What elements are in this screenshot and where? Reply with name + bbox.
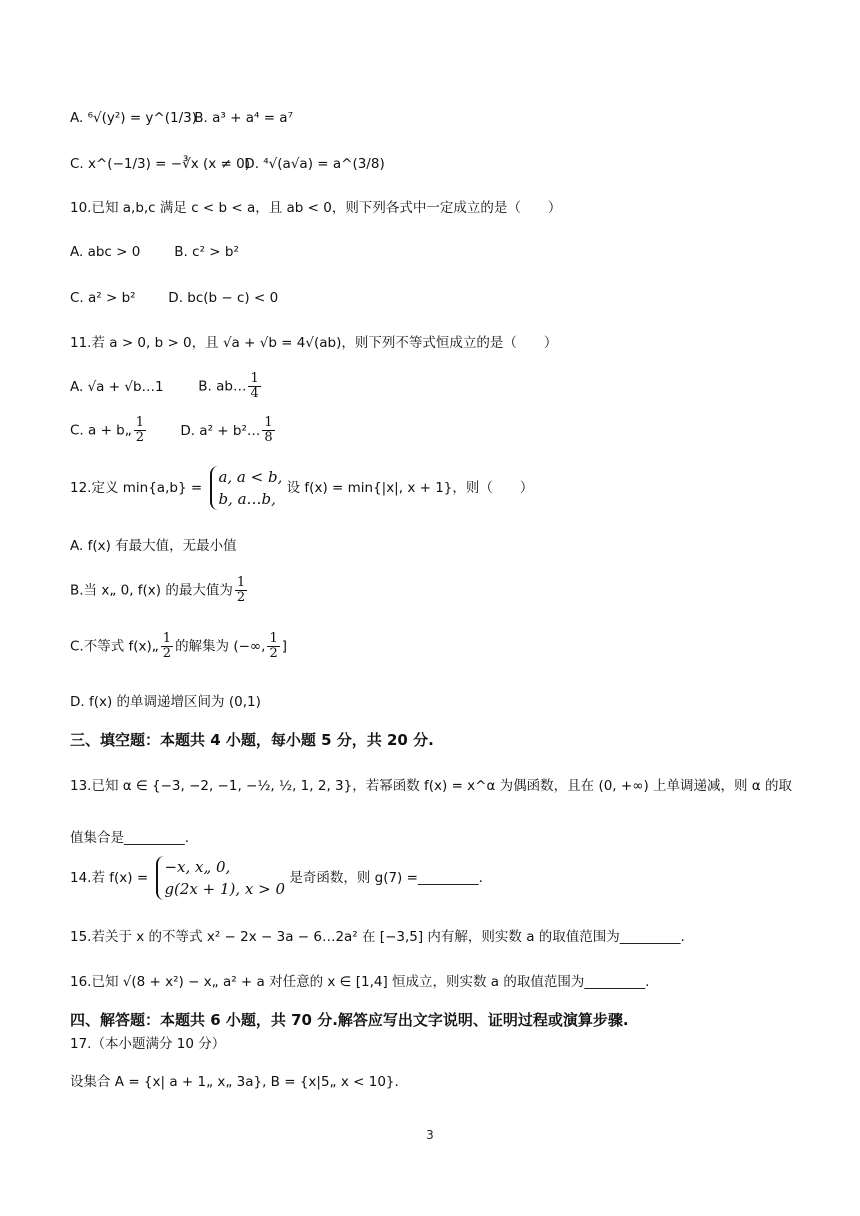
fraction-denominator: 8 — [264, 430, 273, 445]
section-4-heading: 四、解答题：本题共 6 小题，共 70 分.解答应写出文字说明、证明过程或演算步骤. — [70, 1011, 629, 1029]
q12-option-b — [70, 576, 249, 605]
q14-stem-post: 是奇函数，则 g(7) =_________. — [289, 870, 483, 886]
q12-piecewise — [210, 466, 282, 510]
q17-heading: 17.（本小题满分 10 分） — [70, 1036, 226, 1052]
q10-option-c: C. a² > b² — [70, 290, 136, 306]
q14-case-2: g(2x + 1), x > 0 — [164, 880, 286, 898]
q12-option-c-mid: 的解集为 (−∞, — [175, 638, 266, 655]
section-3-heading: 三、填空题：本题共 4 小题，每小题 5 分，共 20 分. — [70, 731, 434, 749]
q13-line-2: 值集合是_________. — [70, 830, 190, 846]
fraction-numerator: 1 — [236, 575, 246, 590]
q12-case-1: a, a < b, — [218, 468, 283, 486]
fraction-numerator: 1 — [250, 371, 259, 386]
q9-option-c: C. x^(−1/3) = −∛x (x ≠ 0) — [70, 156, 250, 172]
q9-option-a: A. ⁶√(y²) = y^(1/3) — [70, 110, 197, 126]
fraction-numerator: 1 — [135, 415, 145, 430]
page-number: 3 — [426, 1128, 434, 1142]
q10-option-a: A. abc > 0 — [70, 244, 141, 260]
q11-option-c: C. a + b„ — [70, 422, 132, 439]
q12-option-c-post: ] — [281, 638, 288, 655]
q14-case-1: −x, x„ 0, — [164, 858, 231, 876]
q12-option-d: D. f(x) 的单调递增区间为 (0,1) — [70, 694, 261, 710]
fraction-denominator: 2 — [236, 590, 246, 605]
q12-option-c — [70, 632, 287, 661]
q11-d-fraction — [262, 416, 274, 445]
fraction-denominator: 4 — [250, 386, 259, 401]
fraction-denominator: 2 — [135, 430, 145, 445]
q9-option-b: B. a³ + a⁴ = a⁷ — [194, 110, 293, 126]
q12-option-c-pre: C.不等式 f(x)„ — [70, 638, 159, 655]
q11-stem: 11.若 a > 0, b > 0，且 √a + √b = 4√(ab)，则下列不等式恒成立的是（ ） — [70, 335, 558, 351]
q12-stem-post: 设 f(x) = min{|x|, x + 1}，则（ ） — [286, 480, 534, 496]
q11-c-fraction — [134, 416, 146, 445]
q11-options-ab — [70, 372, 263, 401]
q13-line-1: 13.已知 α ∈ {−3, −2, −1, −½, ½, 1, 2, 3}，若幂函数 f(x) = x^α 为偶函数，且在 (0, +∞) 上单调递减，则 α 的取 — [70, 778, 792, 794]
q10-options-cd — [70, 286, 278, 310]
q12-c-fraction-2 — [267, 632, 279, 661]
q12-option-a: A. f(x) 有最大值，无最小值 — [70, 538, 237, 554]
fraction-numerator: 1 — [264, 415, 273, 430]
q10-stem: 10.已知 a,b,c 满足 c < b < a，且 ab < 0，则下列各式中一定成立的是（ ） — [70, 200, 562, 216]
q16-stem: 16.已知 √(8 + x²) − x„ a² + a 对任意的 x ∈ [1,4] 恒成立，则实数 a 的取值范围为_________. — [70, 974, 650, 990]
q11-option-b: B. ab… — [198, 378, 247, 395]
fraction-denominator: 2 — [162, 646, 172, 661]
q11-options-cd — [70, 416, 277, 445]
fraction-numerator: 1 — [269, 631, 278, 646]
q9-options-ab — [70, 106, 293, 130]
q14-stem-pre: 14.若 f(x) = — [70, 870, 149, 886]
q15-stem: 15.若关于 x 的不等式 x² − 2x − 3a − 6…2a² 在 [−3,5] 内有解，则实数 a 的取值范围为_________. — [70, 929, 685, 945]
fraction-denominator: 2 — [269, 646, 278, 661]
q10-option-b: B. c² > b² — [174, 244, 239, 260]
q14-piecewise — [156, 856, 285, 900]
q10-option-d: D. bc(b − c) < 0 — [168, 290, 279, 306]
q12-stem — [70, 466, 533, 510]
q9-option-d: D. ⁴√(a√a) = a^(3/8) — [244, 156, 385, 172]
q10-options-ab — [70, 240, 239, 264]
q11-option-a: A. √a + √b…1 — [70, 378, 164, 395]
q11-option-d: D. a² + b²… — [180, 422, 261, 439]
q12-stem-pre: 12.定义 min{a,b} = — [70, 480, 203, 496]
q9-options-cd — [70, 152, 385, 176]
fraction-numerator: 1 — [162, 631, 172, 646]
q11-b-fraction — [248, 372, 260, 401]
q12-case-2: b, a…b, — [218, 490, 276, 508]
q12-c-fraction — [161, 632, 173, 661]
q17-body: 设集合 A = {x| a + 1„ x„ 3a}, B = {x|5„ x < 10}. — [70, 1074, 399, 1090]
q12-b-fraction — [235, 576, 247, 605]
q12-option-b-text: B.当 x„ 0, f(x) 的最大值为 — [70, 582, 233, 599]
q14-stem — [70, 856, 483, 900]
